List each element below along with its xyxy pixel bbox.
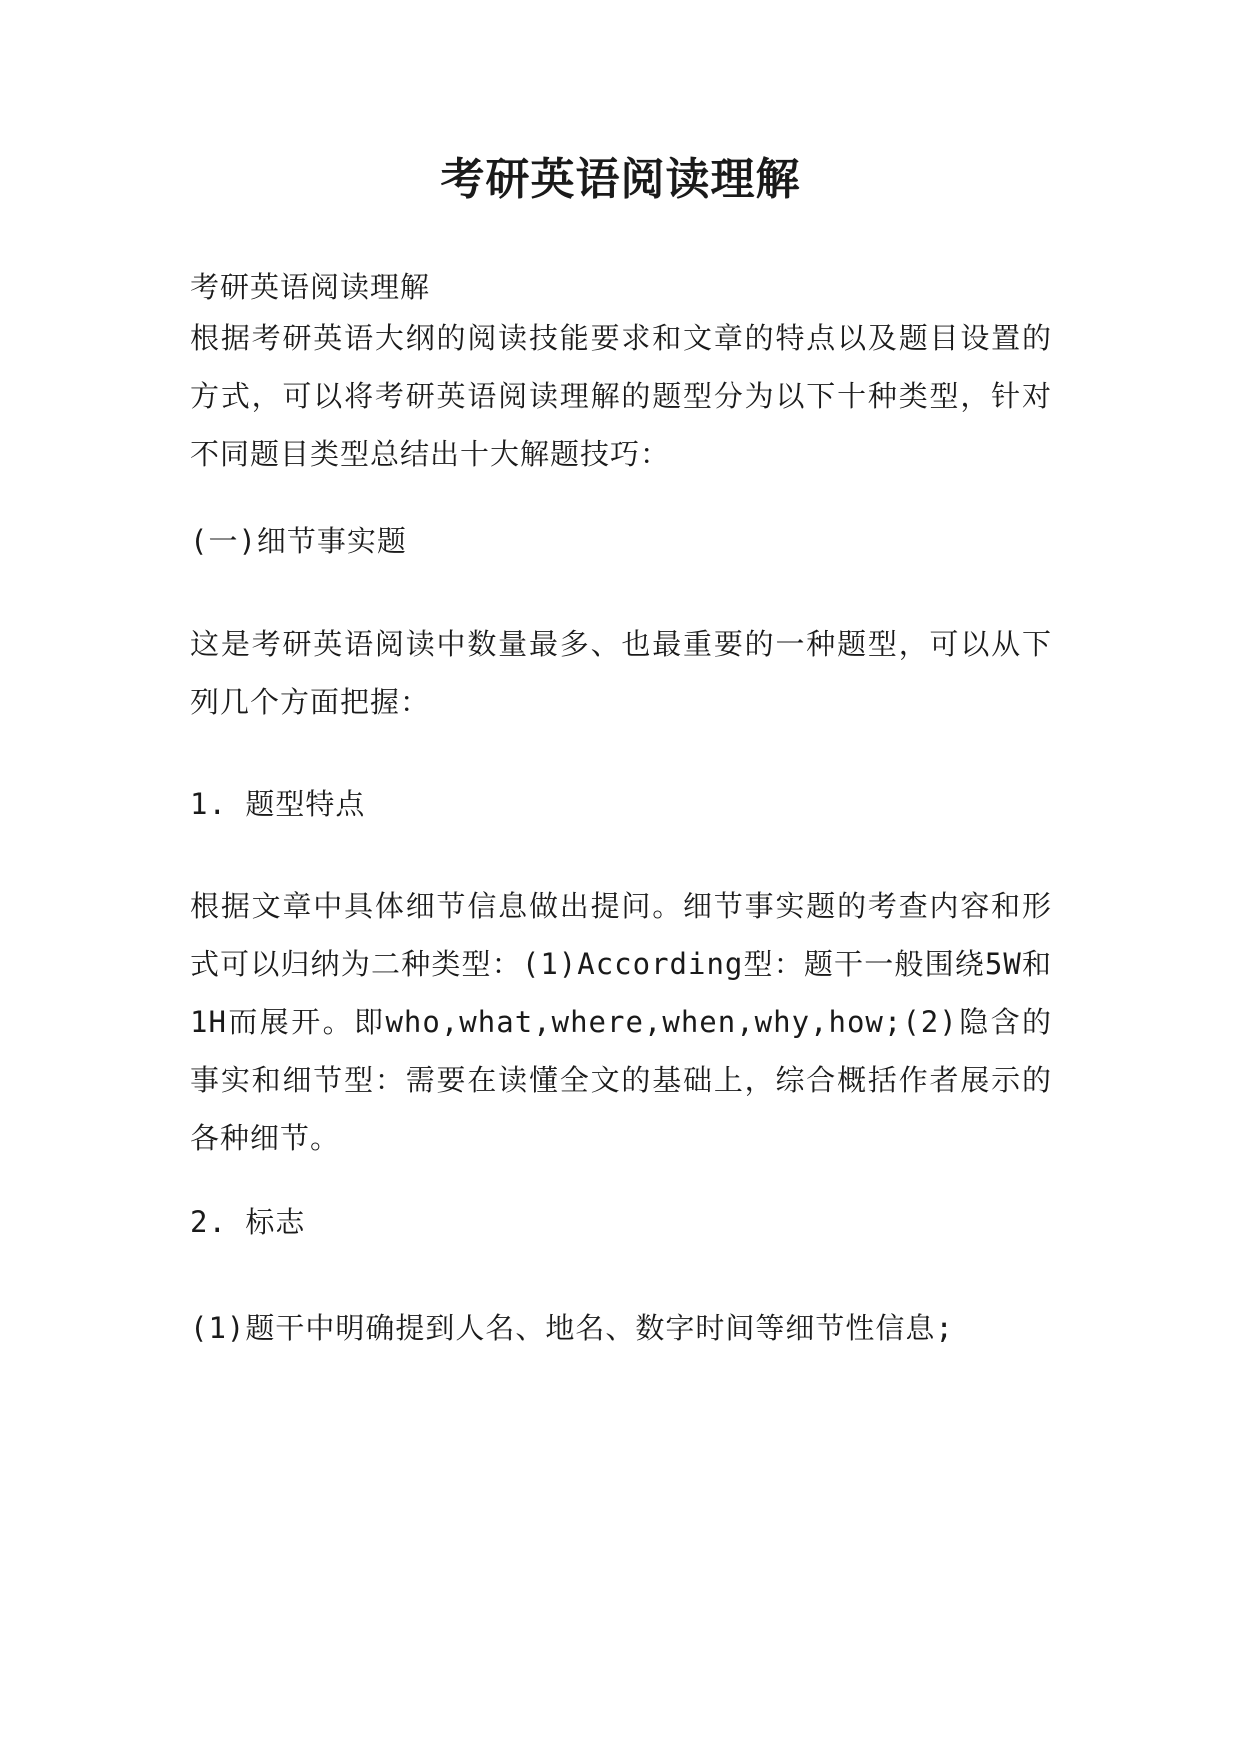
section-intro-paragraph: 这是考研英语阅读中数量最多、也最重要的一种题型，可以从下列几个方面把握： (190, 627, 1052, 719)
item-2-heading: 2. 标志 (190, 1205, 306, 1239)
subtitle-line: 考研英语阅读理解 (190, 270, 431, 304)
item-2-point-1: (1)题干中明确提到人名、地名、数字时间等细节性信息; (190, 1311, 954, 1345)
document-title: 考研英语阅读理解 (440, 154, 801, 205)
item-1-heading: 1. 题型特点 (190, 787, 366, 821)
item-1-body-paragraph: 根据文章中具体细节信息做出提问。细节事实题的考查内容和形式可以归纳为二种类型：(1)According型：题干一般围绕5W和1H而展开。即who,what,where,when,why,how;(2)隐含的事实和细节型：需要在读懂全文的基础上，综合概括作者展示的各种细节。 (190, 889, 1052, 1155)
intro-paragraph: 根据考研英语大纲的阅读技能要求和文章的特点以及题目设置的方式，可以将考研英语阅读理解的题型分为以下十种类型，针对不同题目类型总结出十大解题技巧： (190, 321, 1052, 471)
section-heading: (一)细节事实题 (190, 524, 407, 558)
